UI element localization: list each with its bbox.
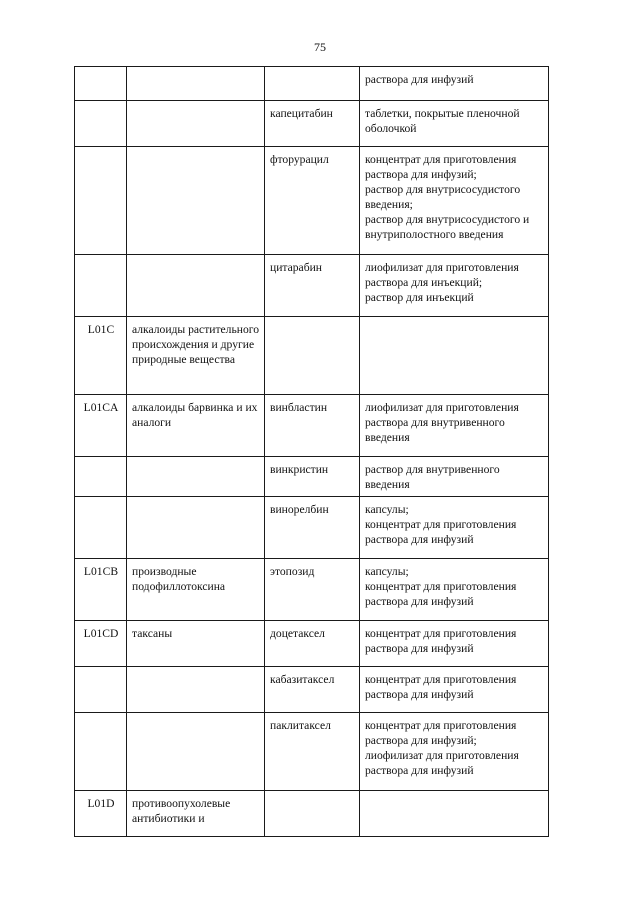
atc-code-cell: L01C (75, 317, 127, 395)
drug-name-cell (265, 791, 360, 837)
drug-name-cell: доцетаксел (265, 621, 360, 667)
group-name-cell (127, 497, 265, 559)
atc-code-cell (75, 147, 127, 255)
drug-name-cell: цитарабин (265, 255, 360, 317)
atc-code-cell (75, 713, 127, 791)
dosage-form-cell: концентрат для приготовления раствора для инфузий (360, 621, 549, 667)
table-row (75, 67, 549, 101)
drug-name-cell: капецитабин (265, 101, 360, 147)
atc-code-cell: L01CB (75, 559, 127, 621)
group-name-cell: таксаны (127, 621, 265, 667)
dosage-form-cell: лиофилизат для приготовления раствора для внутривенного введения (360, 395, 549, 457)
group-name-cell: алкалоиды растительного происхождения и другие природные вещества (127, 317, 265, 395)
table-row (75, 791, 549, 837)
group-name-cell: производные подофиллотоксина (127, 559, 265, 621)
group-name-cell: противоопухолевые антибиотики и (127, 791, 265, 837)
atc-code-cell (75, 667, 127, 713)
table-row (75, 395, 549, 457)
drug-name-cell (265, 317, 360, 395)
atc-code-cell (75, 497, 127, 559)
dosage-form-cell: концентрат для приготовления раствора для инфузий (360, 667, 549, 713)
table-row (75, 147, 549, 255)
table-row (75, 457, 549, 497)
dosage-form-cell: концентрат для приготовления раствора для инфузий; раствор для внутрисосудистого введения; раствор для внутрисосудистого и внутриполостного введения (360, 147, 549, 255)
table-row (75, 713, 549, 791)
table-row (75, 101, 549, 147)
group-name-cell (127, 713, 265, 791)
drug-name-cell (265, 67, 360, 101)
table-row (75, 255, 549, 317)
dosage-form-cell (360, 317, 549, 395)
table-row (75, 621, 549, 667)
group-name-cell (127, 147, 265, 255)
drug-name-cell: паклитаксел (265, 713, 360, 791)
drug-name-cell: винкристин (265, 457, 360, 497)
drug-table-body (75, 67, 549, 837)
atc-code-cell (75, 67, 127, 101)
group-name-cell (127, 667, 265, 713)
atc-code-cell: L01D (75, 791, 127, 837)
dosage-form-cell (360, 791, 549, 837)
atc-code-cell (75, 101, 127, 147)
drug-name-cell: этопозид (265, 559, 360, 621)
group-name-cell (127, 67, 265, 101)
dosage-form-cell: лиофилизат для приготовления раствора для инъекций; раствор для инъекций (360, 255, 549, 317)
dosage-form-cell: таблетки, покрытые пленочной оболочкой (360, 101, 549, 147)
table-row (75, 317, 549, 395)
drug-name-cell: винбластин (265, 395, 360, 457)
atc-code-cell (75, 457, 127, 497)
drug-name-cell: кабазитаксел (265, 667, 360, 713)
group-name-cell (127, 255, 265, 317)
group-name-cell: алкалоиды барвинка и их аналоги (127, 395, 265, 457)
drug-name-cell: фторурацил (265, 147, 360, 255)
drug-table (74, 66, 549, 837)
table-row (75, 497, 549, 559)
atc-code-cell: L01CD (75, 621, 127, 667)
page-number: 75 (314, 40, 326, 54)
dosage-form-cell: раствора для инфузий (360, 67, 549, 101)
drug-name-cell: винорелбин (265, 497, 360, 559)
group-name-cell (127, 457, 265, 497)
atc-code-cell (75, 255, 127, 317)
group-name-cell (127, 101, 265, 147)
dosage-form-cell: капсулы; концентрат для приготовления раствора для инфузий (360, 497, 549, 559)
dosage-form-cell: капсулы; концентрат для приготовления раствора для инфузий (360, 559, 549, 621)
dosage-form-cell: концентрат для приготовления раствора для инфузий; лиофилизат для приготовления раствора для инфузий (360, 713, 549, 791)
dosage-form-cell: раствор для внутривенного введения (360, 457, 549, 497)
atc-code-cell: L01CA (75, 395, 127, 457)
table-row (75, 667, 549, 713)
table-row (75, 559, 549, 621)
